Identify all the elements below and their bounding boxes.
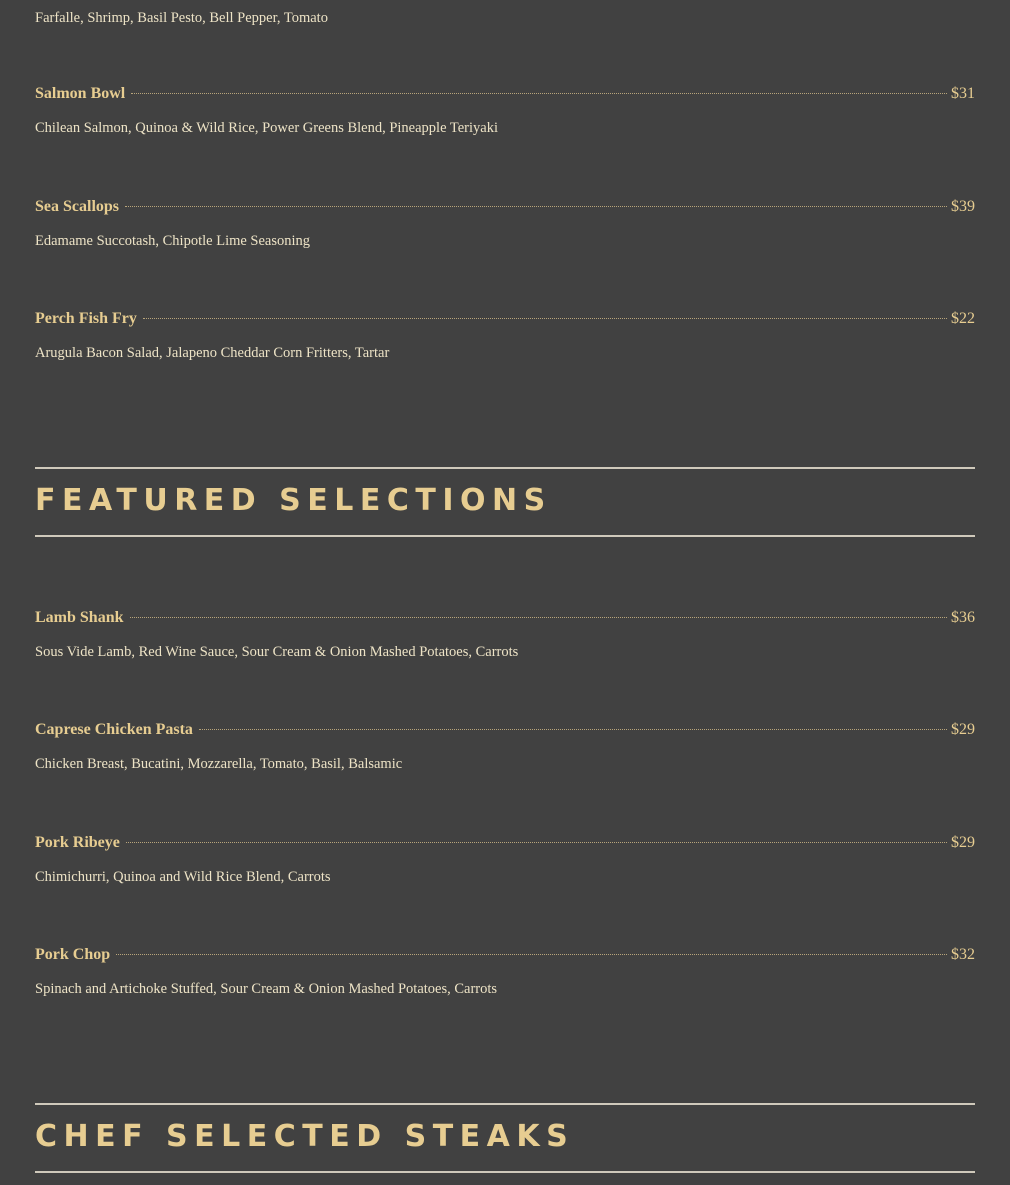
dot-leader [131,93,947,94]
menu-item-name: Pork Chop [35,946,111,963]
menu-item-name: Sea Scallops [35,198,120,215]
section-title: CHEF SELECTED STEAKS [35,1119,575,1154]
menu-item-price: $29 [951,834,975,851]
menu-item-header [35,834,975,856]
menu-item-description: Sous Vide Lamb, Red Wine Sauce, Sour Cream & Onion Mashed Potatoes, Carrots [35,644,519,660]
menu-item-name: Lamb Shank [35,609,124,626]
section-title: FEATURED SELECTIONS [35,483,552,518]
dot-leader [116,954,947,955]
menu-item-description: Chimichurri, Quinoa and Wild Rice Blend, Carrots [35,869,331,885]
menu-item-header [35,609,975,631]
menu-item-name: Salmon Bowl [35,85,126,102]
menu-item-price: $32 [951,946,975,963]
menu-item-description: Arugula Bacon Salad, Jalapeno Cheddar Corn Fritters, Tartar [35,345,390,361]
menu-item-header [35,721,975,743]
menu-item-price: $22 [951,310,975,327]
menu-item-price: $39 [951,198,975,215]
menu-item-name: Perch Fish Fry [35,310,137,327]
menu-item-name: Caprese Chicken Pasta [35,721,193,738]
menu-item-header [35,85,975,107]
menu-item-name: Pork Ribeye [35,834,120,851]
section-header-steaks [35,1103,975,1173]
dot-leader [126,842,947,843]
dot-leader [199,729,947,730]
menu-item-description: Edamame Succotash, Chipotle Lime Seasoning [35,233,311,249]
menu-item-description: Spinach and Artichoke Stuffed, Sour Cream & Onion Mashed Potatoes, Carrots [35,981,498,997]
dot-leader [130,617,948,618]
dot-leader [125,206,947,207]
menu-item-price: $29 [951,721,975,738]
menu-item-description: Chicken Breast, Bucatini, Mozzarella, Tomato, Basil, Balsamic [35,756,403,772]
dot-leader [143,318,947,319]
menu-item-header [35,946,975,968]
menu-item-price: $36 [951,609,975,626]
section-header-featured [35,467,975,537]
menu-item-description: Farfalle, Shrimp, Basil Pesto, Bell Pepper, Tomato [35,10,328,26]
menu-item-header [35,310,975,332]
menu-item-header [35,198,975,220]
menu-item-price: $31 [951,85,975,102]
menu-item-description: Chilean Salmon, Quinoa & Wild Rice, Power Greens Blend, Pineapple Teriyaki [35,120,498,136]
